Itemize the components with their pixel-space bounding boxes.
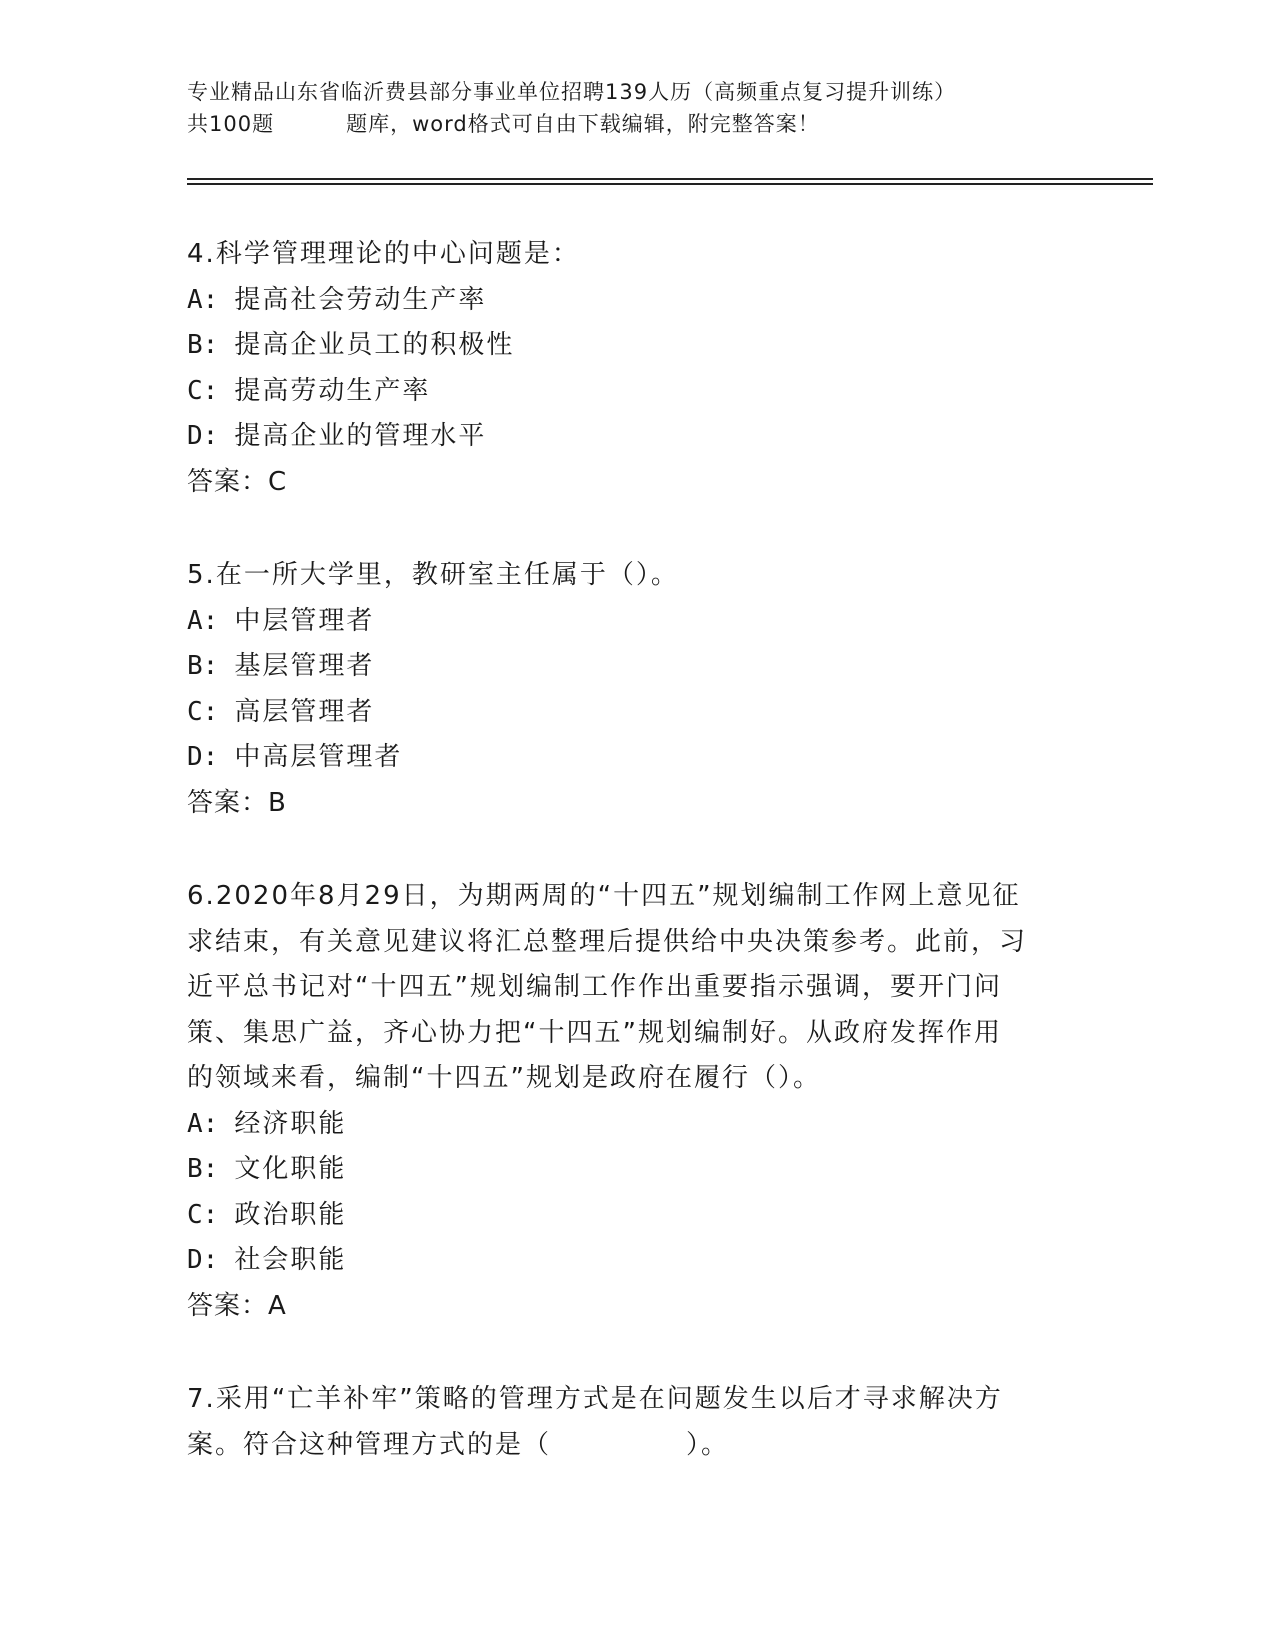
answer-line: 答案：A [187, 1290, 287, 1321]
question-count: 共100题 [187, 112, 275, 136]
question-4 [187, 232, 1087, 505]
option-text: 政治职能 [234, 1199, 347, 1230]
option-text: 高层管理者 [234, 696, 375, 727]
option-b [187, 644, 1087, 690]
question-number: 7. [187, 1384, 216, 1414]
option-d [187, 735, 1087, 781]
question-text: 5.在一所大学里，教研室主任属于（）。 [187, 560, 679, 590]
option-b [187, 1147, 1087, 1193]
header-divider-top [187, 178, 1153, 180]
option-text: 提高企业的管理水平 [234, 421, 487, 451]
option-key: C: [187, 1199, 219, 1230]
question-number: 6. [187, 881, 216, 911]
option-key: D: [187, 742, 219, 772]
option-key: C: [187, 696, 219, 727]
option-key: A: [187, 284, 219, 315]
option-text: 提高社会劳动生产率 [234, 284, 487, 315]
answer-line: 答案：C [187, 466, 288, 497]
option-d [187, 414, 1087, 460]
question-text-line: 案。符合这种管理方式的是（ ）。 [187, 1429, 730, 1460]
option-text: 社会职能 [234, 1245, 347, 1275]
header-note: 题库，word格式可自由下载编辑，附完整答案！ [346, 112, 820, 136]
option-text: 中层管理者 [234, 605, 375, 636]
option-key: B: [187, 1154, 219, 1184]
option-text: 提高企业员工的积极性 [234, 330, 515, 360]
option-key: D: [187, 1245, 219, 1275]
option-key: C: [187, 375, 219, 406]
header-subtitle-line [187, 108, 1087, 140]
question-7 [187, 1377, 1087, 1468]
option-a [187, 1102, 1087, 1148]
question-text: 4.科学管理理论的中心问题是： [187, 239, 580, 269]
answer-line: 答案：B [187, 787, 287, 818]
question-6 [187, 874, 1087, 1329]
option-a [187, 599, 1087, 645]
question-text [187, 1377, 1087, 1468]
question-number: 4. [187, 239, 216, 269]
option-c [187, 690, 1087, 736]
question-text-line: 策、集思广益，齐心协力把“十四五”规划编制好。从政府发挥作用 [187, 1017, 1002, 1048]
option-text: 提高劳动生产率 [234, 375, 431, 406]
option-key: D: [187, 421, 219, 451]
header-title-line: 专业精品山东省临沂费县部分事业单位招聘139人历（高频重点复习提升训练） [187, 80, 957, 104]
question-text-line: 求结束，有关意见建议将汇总整理后提供给中央决策参考。此前，习 [187, 926, 1028, 957]
option-key: A: [187, 1108, 219, 1139]
question-text-line: 6.2020年8月29日，为期两周的“十四五”规划编制工作网上意见征 [187, 881, 1021, 911]
option-key: A: [187, 605, 219, 636]
question-5 [187, 553, 1087, 826]
option-key: B: [187, 651, 219, 681]
option-text: 基层管理者 [234, 651, 375, 681]
question-text-line: 7.采用“亡羊补牢”策略的管理方式是在问题发生以后才寻求解决方 [187, 1384, 1003, 1414]
option-a [187, 278, 1087, 324]
option-text: 经济职能 [234, 1108, 347, 1139]
question-text [187, 874, 1087, 1102]
question-number: 5. [187, 560, 216, 590]
question-text-line: 近平总书记对“十四五”规划编制工作作出重要指示强调，要开门问 [187, 972, 1002, 1002]
option-text: 中高层管理者 [234, 742, 403, 772]
option-d [187, 1238, 1087, 1284]
option-c [187, 369, 1087, 415]
option-c [187, 1193, 1087, 1239]
option-key: B: [187, 330, 219, 360]
question-list [187, 232, 1087, 1516]
document-header [187, 76, 1087, 140]
header-divider-bottom [187, 183, 1153, 185]
question-text-line: 的领域来看，编制“十四五”规划是政府在履行（）。 [187, 1063, 821, 1093]
option-text: 文化职能 [234, 1154, 347, 1184]
option-b [187, 323, 1087, 369]
